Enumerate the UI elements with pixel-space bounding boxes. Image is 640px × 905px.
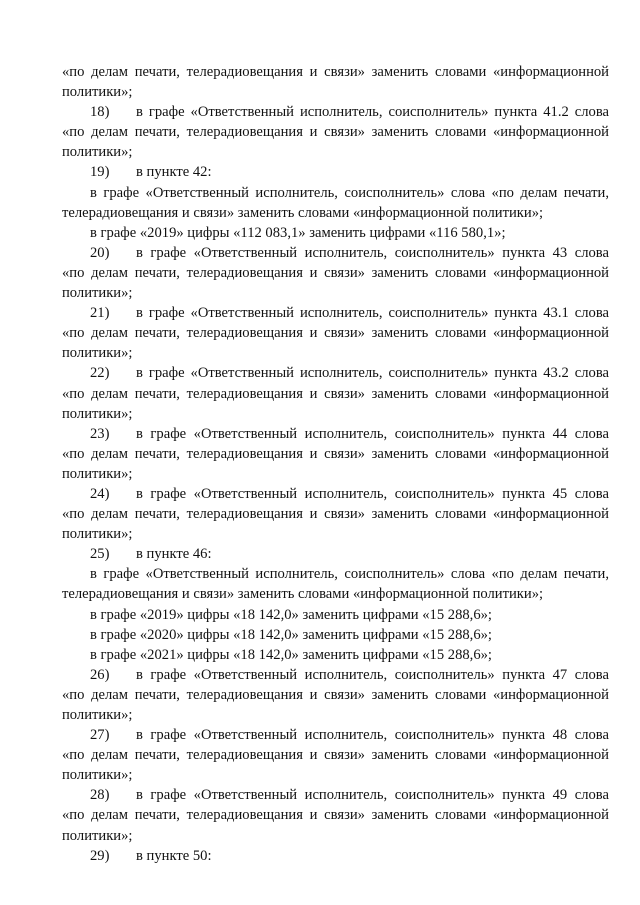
document-page [62,62,609,866]
list-item-18 [62,102,609,122]
paragraph-text: политики»; [62,405,133,422]
item-number: 22) [90,365,110,382]
list-item-29 [62,846,609,866]
paragraph-text: «по делам печати, телерадиовещания и связи» заменить словами «информационной [62,325,609,342]
paragraph-text: «по делам печати, телерадиовещания и связи» заменить словами «информационной [62,747,609,764]
paragraph-text: «по делам печати, телерадиовещания и связи» заменить словами «информационной [62,64,609,80]
list-item-26 [62,665,609,685]
item-number: 27) [90,727,110,744]
paragraph-text: политики»; [62,345,133,362]
paragraph-text: «по делам печати, телерадиовещания и связи» заменить словами «информационной [62,686,609,703]
item-number: 28) [90,787,110,804]
paragraph-text: политики»; [62,827,133,844]
paragraph-text: политики»; [62,526,133,543]
list-item-19 [62,162,609,182]
item-text: в графе «Ответственный исполнитель, соисполнитель» пункта 43.2 слова [136,365,609,382]
item-number: 18) [90,104,110,121]
item-text: в графе «Ответственный исполнитель, соисполнитель» пункта 44 слова [136,425,609,442]
item-text: в пункте 50: [136,847,212,864]
paragraph-text: политики»; [62,84,133,101]
paragraph-text: в графе «2019» цифры «112 083,1» заменить цифрами «116 580,1»; [90,224,506,241]
list-item-24 [62,484,609,504]
item-number: 25) [90,546,110,563]
item-text: в графе «Ответственный исполнитель, соисполнитель» пункта 45 слова [136,485,609,502]
list-item-25 [62,544,609,564]
item-text: в графе «Ответственный исполнитель, соисполнитель» пункта 47 слова [136,666,609,683]
item-number: 21) [90,305,110,322]
list-item-21 [62,303,609,323]
paragraph-text: «по делам печати, телерадиовещания и связи» заменить словами «информационной [62,807,609,824]
paragraph-text: политики»; [62,707,133,723]
paragraph-text: политики»; [62,285,133,302]
paragraph-text: «по делам печати, телерадиовещания и связи» заменить словами «информационной [62,445,609,462]
item-text: в графе «Ответственный исполнитель, соисполнитель» пункта 43 слова [136,244,609,261]
item-text: в графе «Ответственный исполнитель, соисполнитель» пункта 49 слова [136,787,609,804]
paragraph-text: «по делам печати, телерадиовещания и связи» заменить словами «информационной [62,506,609,523]
list-item-20 [62,243,609,263]
paragraph-text: телерадиовещания и связи» заменить словами «информационной политики»; [62,586,544,603]
item-number: 29) [90,847,110,864]
item-text: в графе «Ответственный исполнитель, соисполнитель» пункта 48 слова [136,727,609,744]
paragraph-text: в графе «2021» цифры «18 142,0» заменить цифрами «15 288,6»; [90,646,492,663]
item-number: 20) [90,244,110,261]
paragraph-text: в графе «Ответственный исполнитель, соисполнитель» слова «по делам печати, [90,184,609,201]
item-number: 24) [90,485,110,502]
item-text: в графе «Ответственный исполнитель, соисполнитель» пункта 43.1 слова [136,305,609,322]
paragraph-text: «по делам печати, телерадиовещания и связи» заменить словами «информационной [62,124,609,141]
list-item-23 [62,424,609,444]
paragraph-text: в графе «2020» цифры «18 142,0» заменить цифрами «15 288,6»; [90,626,492,643]
paragraph-text: «по делам печати, телерадиовещания и связи» заменить словами «информационной [62,385,609,402]
paragraph-text: политики»; [62,767,133,784]
paragraph-text: политики»; [62,465,133,482]
item-text: в пункте 46: [136,546,212,563]
item-text: в графе «Ответственный исполнитель, соисполнитель» пункта 41.2 слова [136,104,609,121]
list-item-27 [62,725,609,745]
paragraph-text: в графе «Ответственный исполнитель, соисполнитель» слова «по делам печати, [90,566,609,583]
item-number: 19) [90,164,110,181]
paragraph-text: «по делам печати, телерадиовещания и связи» заменить словами «информационной [62,264,609,281]
item-text: в пункте 42: [136,164,212,181]
paragraph-text: в графе «2019» цифры «18 142,0» заменить цифрами «15 288,6»; [90,606,492,623]
list-item-22 [62,363,609,383]
paragraph-text: телерадиовещания и связи» заменить словами «информационной политики»; [62,204,544,221]
item-number: 26) [90,666,110,683]
item-number: 23) [90,425,110,442]
paragraph-text: политики»; [62,144,133,161]
list-item-28 [62,785,609,805]
